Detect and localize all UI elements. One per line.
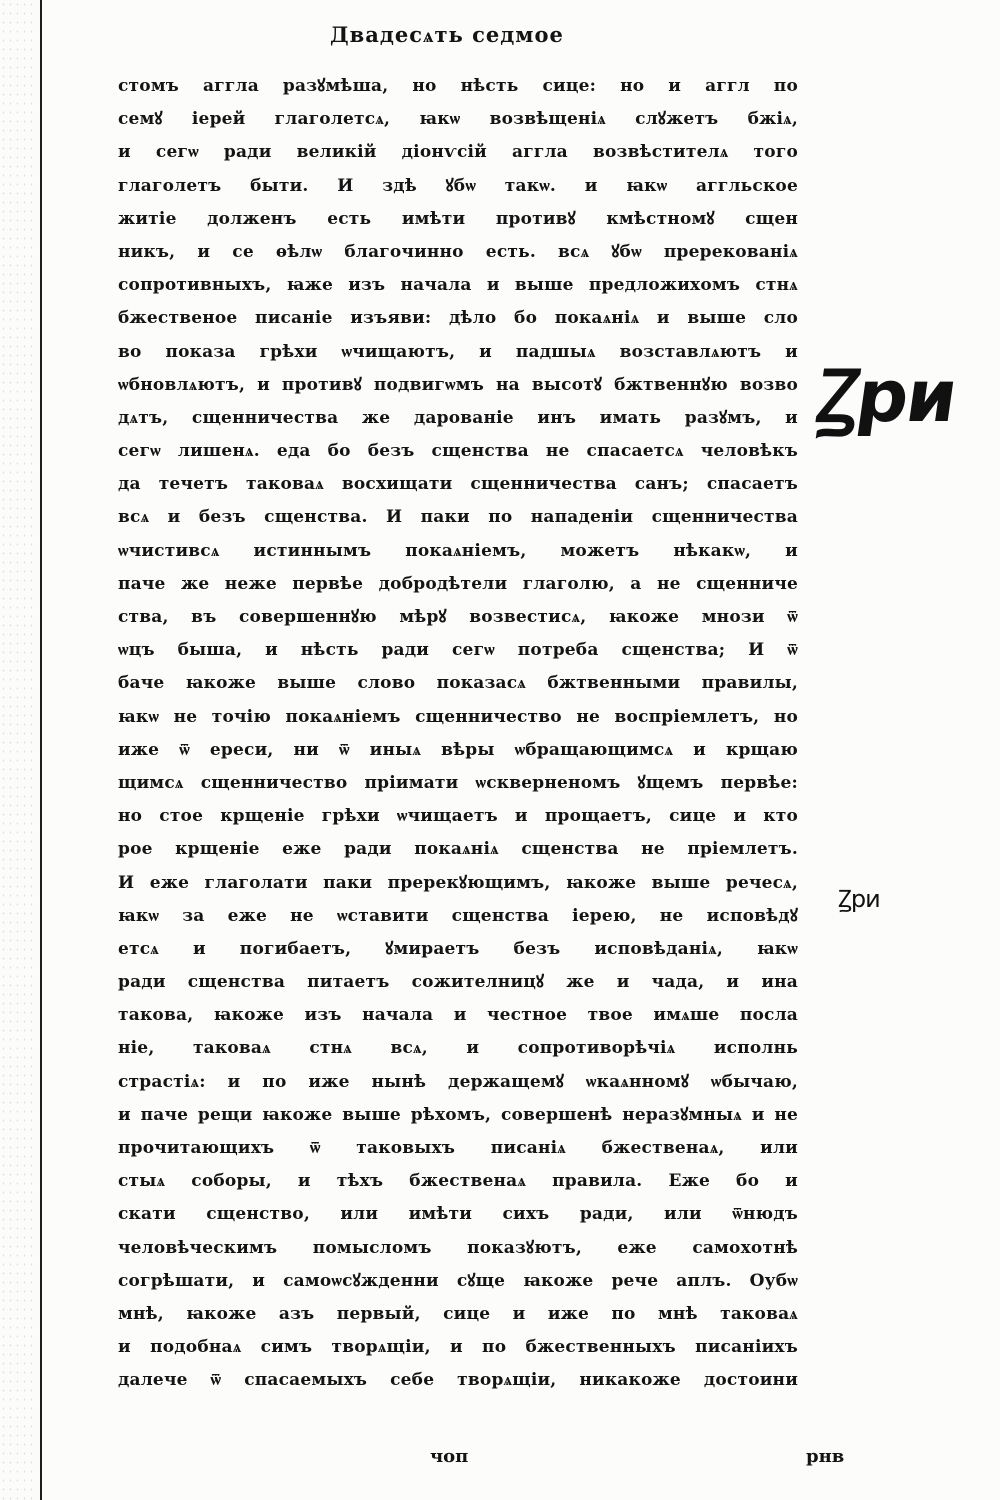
text-line: паче же неже первѣе добродѣтели глаголю, а не сщенниче — [118, 573, 798, 594]
text-line: согрѣшати, и самоѡсꙋжденни сꙋще ꙗкоже рече аплъ. Оубѡ — [118, 1270, 798, 1291]
page-number: рнв — [806, 1446, 845, 1467]
text-line: сопротивныхъ, ꙗже изъ начала и выше предложихомъ стнѧ — [118, 275, 798, 296]
margin-note-handwritten-large: Ꙁри — [811, 354, 962, 438]
text-line: всѧ и безъ сщенства. И паки по нападеніи сщенничества — [118, 507, 798, 528]
scan-edge-speckle — [0, 0, 38, 1500]
text-line: скати сщенство, или имѣти сихъ ради, или ѿнюдъ — [118, 1204, 798, 1225]
text-line: страстіѧ: и по иже нынѣ держащемꙋ ѡкаѧнномꙋ ѡбычаю, — [118, 1071, 798, 1092]
body-text-block — [118, 70, 798, 1398]
running-title: Двадесѧть седмое — [330, 22, 564, 47]
text-line: и паче рещи ꙗкоже выше рѣхомъ, совершенѣ неразꙋмныѧ и не — [118, 1104, 798, 1125]
text-line: ради сщенства питаетъ сожителницꙋ же и чада, и ина — [118, 972, 798, 993]
text-line: да течетъ таковаѧ восхищати сщенничества санъ; спасаетъ — [118, 474, 798, 495]
text-line: ства, въ совершеннꙋю мѣрꙋ возвестисѧ, ꙗкоже мнози ѿ — [118, 607, 798, 627]
text-line: баче ꙗкоже выше слово показасѧ бжтвенными правилы, — [118, 673, 798, 694]
text-line: сегѡ лишенѧ. еда бо безъ сщенства не спасаетсѧ человѣкъ — [118, 441, 798, 462]
text-line: етсѧ и погибаетъ, ꙋмираетъ безъ исповѣданіѧ, ꙗкѡ — [118, 938, 798, 959]
text-line: и подобнаѧ симъ творѧщіи, и по бжественныхъ писаніихъ — [118, 1337, 798, 1358]
text-line: житіе долженъ есть имѣти противꙋ кмѣстномꙋ сщен — [118, 208, 798, 229]
text-line: иже ѿ ереси, ни ѿ иныѧ вѣры ѡбращающимсѧ и крщаю — [118, 739, 798, 760]
text-line: во показа грѣхи ѡчищаютъ, и падшыѧ возставлѧютъ и — [118, 341, 798, 362]
text-line: прочитающихъ ѿ таковыхъ писаніѧ бжественаѧ, или — [118, 1138, 798, 1158]
text-line: ꙗкѡ за еже не ѡставити сщенства іерею, не исповѣдꙋ — [118, 905, 798, 926]
text-line: такова, ꙗкоже изъ начала и честное твое имѧше посла — [118, 1005, 798, 1026]
text-line: ꙗкѡ не точію покаѧніемъ сщенничество не воспріемлетъ, но — [118, 706, 798, 727]
text-line: ѡчистивсѧ истиннымъ покаѧніемъ, можетъ нѣкакѡ, и — [118, 540, 798, 561]
text-line: дѧтъ, сщенничества же дарованіе инъ имать разꙋмъ, и — [118, 407, 798, 428]
signature-mark: чоп — [430, 1446, 469, 1467]
text-line: ніе, таковаѧ стнѧ всѧ, и сопротиворѣчіѧ исполнь — [118, 1038, 798, 1059]
text-line: человѣческимъ помысломъ показꙋютъ, еже самохотнѣ — [118, 1237, 798, 1258]
text-line: рое крщеніе еже ради покаѧніѧ сщенства не пріемлетъ. — [118, 839, 798, 860]
text-line: но стое крщеніе грѣхи ѡчищаетъ и прощаетъ, сице и кто — [118, 806, 798, 827]
text-line: щимсѧ сщенничество пріимати ѡскверненомъ ꙋщемъ первѣе: — [118, 772, 798, 793]
text-line: ѡбновлѧютъ, и противꙋ подвигѡмъ на высотꙋ бжтвеннꙋю возво — [118, 374, 798, 395]
text-line: мнѣ, ꙗкоже азъ первый, сице и иже по мнѣ таковаѧ — [118, 1303, 798, 1324]
text-line: глаголетъ быти. И здѣ ꙋбѡ такѡ. и ꙗкѡ аггльское — [118, 175, 798, 196]
text-line: стыѧ соборы, и тѣхъ бжественаѧ правила. Еже бо и — [118, 1171, 798, 1192]
margin-note-handwritten-small: Ꙁри — [838, 885, 880, 913]
text-line: стомъ аггла разꙋмѣша, но нѣсть сице: но и аггл по — [118, 76, 798, 96]
text-line: далече ѿ спасаемыхъ себе творѧщіи, никакоже достоини — [118, 1370, 798, 1391]
text-line: бжественое писаніе изъяви: дѣло бо покаѧніѧ и выше сло — [118, 308, 798, 329]
text-line: И еже глаголати паки пререкꙋющимъ, ꙗкоже выше речесѧ, — [118, 872, 798, 893]
text-line: и сегѡ ради великій діонѵсій аггла возвѣстителѧ того — [118, 142, 798, 163]
text-line: ѡцъ быша, и нѣсть ради сегѡ потреба сщенства; И ѿ — [118, 640, 798, 661]
text-line: никъ, и се ѳѣлѡ благочинно есть. всѧ ꙋбѡ пререкованіѧ — [118, 241, 798, 262]
page-left-edge-rule — [40, 0, 42, 1500]
text-line: семꙋ іерей глаголетсѧ, ꙗкѡ возвѣщеніѧ слꙋжетъ бжіѧ, — [118, 109, 798, 130]
